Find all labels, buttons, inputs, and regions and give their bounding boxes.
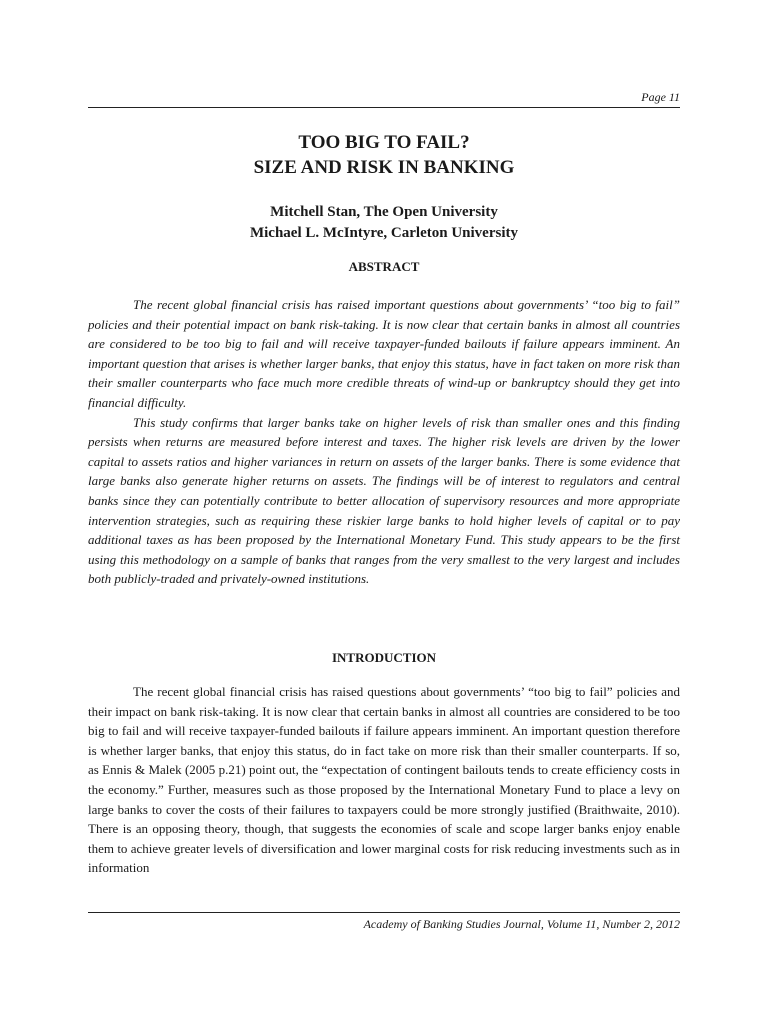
page-header xyxy=(88,90,680,108)
abstract-paragraph-1: The recent global financial crisis has raised important questions about governments’ “too big to fail” policies and their potential impact on bank risk-taking. It is now clear that certain banks in almost all countries are considered to be too big to fail and will receive taxpayer-funded bailouts if failure appears imminent. An important question that arises is whether larger banks, that enjoy this status, have in fact taken on more risk than their smaller counterparts who face much more credible threats of wind-up or bankruptcy should they get into financial difficulty. xyxy=(88,297,680,410)
introduction-body xyxy=(88,682,680,878)
introduction-heading: INTRODUCTION xyxy=(331,650,436,665)
title-line-2: SIZE AND RISK IN BANKING xyxy=(253,157,515,178)
author-list xyxy=(88,202,680,244)
author-2: Michael L. McIntyre, Carleton University xyxy=(249,225,518,241)
author-1: Mitchell Stan, The Open University xyxy=(270,204,498,220)
introduction-paragraph-1: The recent global financial crisis has raised questions about governments’ “too big to fail” policies and their impact on bank risk-taking. It is now clear that certain banks in almost all countries are considered to be too big to fail and will receive taxpayer-funded bailouts if failure appears imminent. An important question therefore is whether larger banks, that enjoy this status, do in fact take on more risk than their smaller counterparts. If so, as Ennis & Malek (2005 p.21) point out, the “expectation of contingent bailouts tends to create efficiency costs in the economy.” Further, measures such as those proposed by the International Monetary Fund to place a levy on large banks to cover the costs of their failures to taxpayers could be more strongly justified (Braithwaite, 2010). There is an opposing theory, though, that suggests the economies of scale and scope larger banks enjoy enable them to achieve greater levels of diversification and lower marginal costs for risk reducing investments such as in information xyxy=(88,684,680,876)
journal-citation: Academy of Banking Studies Journal, Volume 11, Number 2, 2012 xyxy=(363,917,680,931)
abstract-heading: ABSTRACT xyxy=(348,259,420,274)
page-footer xyxy=(88,912,680,932)
title-line-1: TOO BIG TO FAIL? xyxy=(298,132,470,153)
page-number: Page 11 xyxy=(641,90,680,104)
paper-title xyxy=(88,130,680,180)
abstract-paragraph-2: This study confirms that larger banks take on higher levels of risk than smaller ones and this finding persists when returns are measured before interest and taxes. The higher risk levels are driven by the lower capital to assets ratios and higher variances in return on assets of the larger banks. There is some evidence that large banks also generate higher returns on assets. The findings will be of interest to regulators and central banks since they can potentially contribute to better allocation of supervisory resources and more appropriate intervention strategies, such as requiring these riskier large banks to hold higher levels of capital or to pay additional taxes as has been proposed by the International Monetary Fund. This study appears to be the first using this methodology on a sample of banks that ranges from the very smallest to the very largest and includes both publicly-traded and privately-owned institutions. xyxy=(88,414,680,587)
abstract-body xyxy=(88,295,680,589)
